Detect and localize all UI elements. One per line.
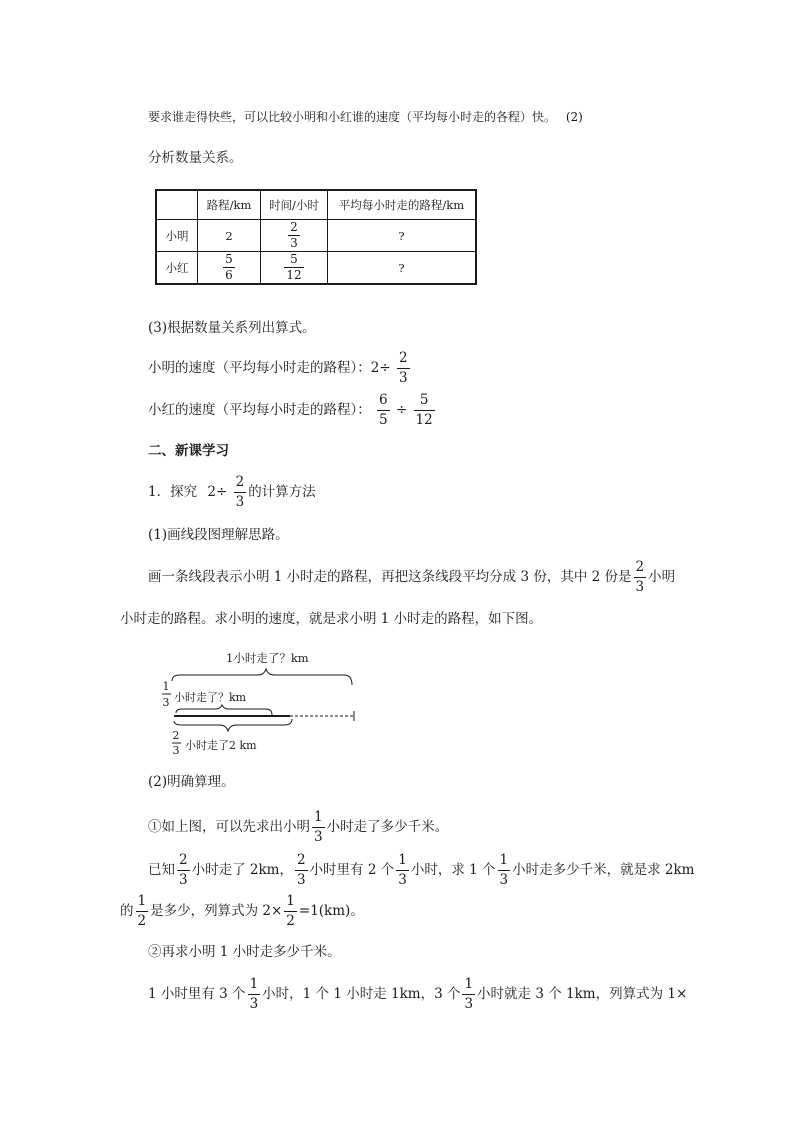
two-thirds-hour-label: 小时走了2 km (185, 739, 257, 752)
step-3-heading: (3)根据数量关系列出算式。 (148, 320, 316, 336)
table-header-row (156, 190, 476, 220)
fraction-denominator: 3 (398, 370, 408, 386)
row-name: 小明 (156, 220, 198, 252)
fraction-numerator: 1 (162, 680, 170, 693)
paragraph-text: 画一条线段表示小明 1 小时走的路程，再把这条线段平均分成 3 份，其中 2 份是 (148, 569, 632, 585)
equation-operator: ÷ (379, 360, 391, 376)
fraction-numerator: 1 (499, 852, 509, 868)
fraction-denominator: 12 (286, 268, 302, 282)
row-distance (198, 252, 261, 285)
explore-operand: 2÷ (207, 484, 228, 500)
paragraph-text: 小明 (648, 569, 676, 585)
reasoning-step-2-detail (148, 975, 687, 1014)
row-distance: 2 (198, 220, 261, 252)
paragraph-text: 的 (120, 903, 134, 919)
line-segment-diagram (150, 645, 370, 757)
fraction-numerator: 1 (249, 976, 259, 992)
paragraph-text: 已知 (148, 862, 175, 878)
explanation-paragraph-continued: 小时走的路程。求小明的速度，就是求小明 1 小时走的路程，如下图。 (120, 611, 543, 627)
quantity-table (155, 189, 477, 285)
paragraph-text: 1 小时里有 3 个 (148, 986, 246, 1002)
fraction-denominator: 3 (179, 872, 188, 888)
row-time (261, 220, 328, 252)
top-brace (172, 669, 352, 685)
fraction-numerator: 2 (290, 220, 298, 234)
fraction-denominator: 3 (635, 579, 645, 595)
paragraph-text: 小时，求 1 个 (410, 862, 496, 878)
fraction-numerator: 2 (398, 350, 408, 366)
fraction-denominator: 12 (415, 412, 433, 428)
fraction-numerator: 6 (379, 392, 388, 408)
fraction-numerator: 2 (235, 474, 245, 490)
fraction-denominator: 3 (249, 996, 259, 1012)
paragraph-text: 小时走了 2km， (191, 862, 293, 878)
fraction-denominator: 6 (225, 268, 233, 282)
fraction-denominator: 3 (499, 872, 509, 888)
paragraph-text: 小时走多少千米，就是求 2km (512, 862, 695, 878)
fraction-numerator: 2 (296, 852, 306, 868)
equation-operator: ÷ (395, 402, 408, 418)
reasoning-step-1 (148, 808, 448, 847)
one-third-brace (176, 705, 272, 715)
total-distance-label: 1小时走了？km (226, 651, 309, 665)
fraction-numerator: 1 (464, 976, 474, 992)
fraction-numerator: 2 (179, 852, 188, 868)
fraction-denominator: 3 (172, 744, 180, 757)
fraction-numerator: 2 (635, 559, 645, 575)
reasoning-step-1-detail (148, 851, 694, 890)
paragraph-text: 小时，1 个 1 小时走 1km，3 个 (262, 986, 461, 1002)
table-header-cell (156, 190, 198, 220)
intro-text: 要求谁走得快些，可以比较小明和小红谁的速度（平均每小时走的各程）快。 (148, 110, 557, 124)
analysis-heading: 分析数量关系。 (148, 150, 243, 166)
step-2-heading: (2)明确算理。 (148, 774, 235, 790)
fraction-numerator: 1 (314, 809, 323, 825)
fraction-denominator: 2 (286, 913, 295, 929)
table-row (156, 220, 476, 252)
row-speed: ? (328, 252, 477, 285)
fraction-numerator: 5 (225, 252, 233, 266)
fraction-denominator: 3 (235, 494, 245, 510)
fraction-denominator: 3 (162, 696, 170, 709)
fraction-numerator: 1 (137, 893, 147, 909)
two-thirds-brace (174, 719, 292, 731)
paragraph-text: 是多少，列算式为 2× (150, 903, 283, 919)
one-third-hour-label: 小时走了？km (174, 691, 247, 704)
fraction-numerator: 5 (290, 252, 298, 266)
section-heading: 二、新课学习 (148, 443, 229, 459)
table-header-cell: 路程/km (198, 190, 261, 220)
equation-label: 小明的速度（平均每小时走的路程）： (148, 360, 371, 376)
explanation-paragraph (148, 558, 675, 597)
fraction-numerator: 1 (398, 852, 407, 868)
paragraph-text: 小时里有 2 个 (309, 862, 395, 878)
intro-paragraph (148, 107, 583, 127)
step-1-heading: (1)画线段图理解思路。 (148, 527, 289, 543)
row-time (261, 252, 328, 285)
equation-operand: 2 (370, 360, 380, 376)
reasoning-step-2: ②再求小明 1 小时走多少千米。 (148, 944, 341, 960)
row-name: 小红 (156, 252, 198, 285)
fraction-denominator: 5 (379, 412, 388, 428)
fraction-numerator: 1 (286, 893, 295, 909)
fraction-numerator: 5 (419, 392, 429, 408)
reasoning-step-1-equation (120, 892, 364, 931)
xiaohong-speed-equation (148, 390, 437, 430)
xiaoming-speed-equation (148, 348, 412, 388)
intro-marker: (2) (565, 110, 583, 124)
paragraph-text: 小时走了多少千米。 (326, 819, 449, 835)
paragraph-text: 小时就走 3 个 1km，列算式为 1× (477, 986, 688, 1002)
fraction-denominator: 3 (296, 872, 306, 888)
explore-heading (148, 472, 316, 512)
fraction-denominator: 3 (314, 829, 323, 845)
explore-prefix: 1．探究 (148, 484, 198, 500)
fraction-denominator: 3 (398, 872, 407, 888)
row-speed: ? (328, 220, 477, 252)
equation-label: 小红的速度（平均每小时走的路程）： (148, 402, 371, 418)
paragraph-text: =1(km)。 (298, 903, 364, 919)
table-row (156, 252, 476, 285)
table-header-cell: 时间/小时 (261, 190, 328, 220)
fraction-denominator: 2 (137, 913, 147, 929)
paragraph-text: ①如上图，可以先求出小明 (148, 819, 310, 835)
fraction-denominator: 3 (290, 236, 298, 250)
fraction-denominator: 3 (464, 996, 474, 1012)
table-header-cell: 平均每小时走的路程/km (328, 190, 477, 220)
fraction-numerator: 2 (172, 729, 180, 742)
explore-suffix: 的计算方法 (248, 484, 316, 500)
